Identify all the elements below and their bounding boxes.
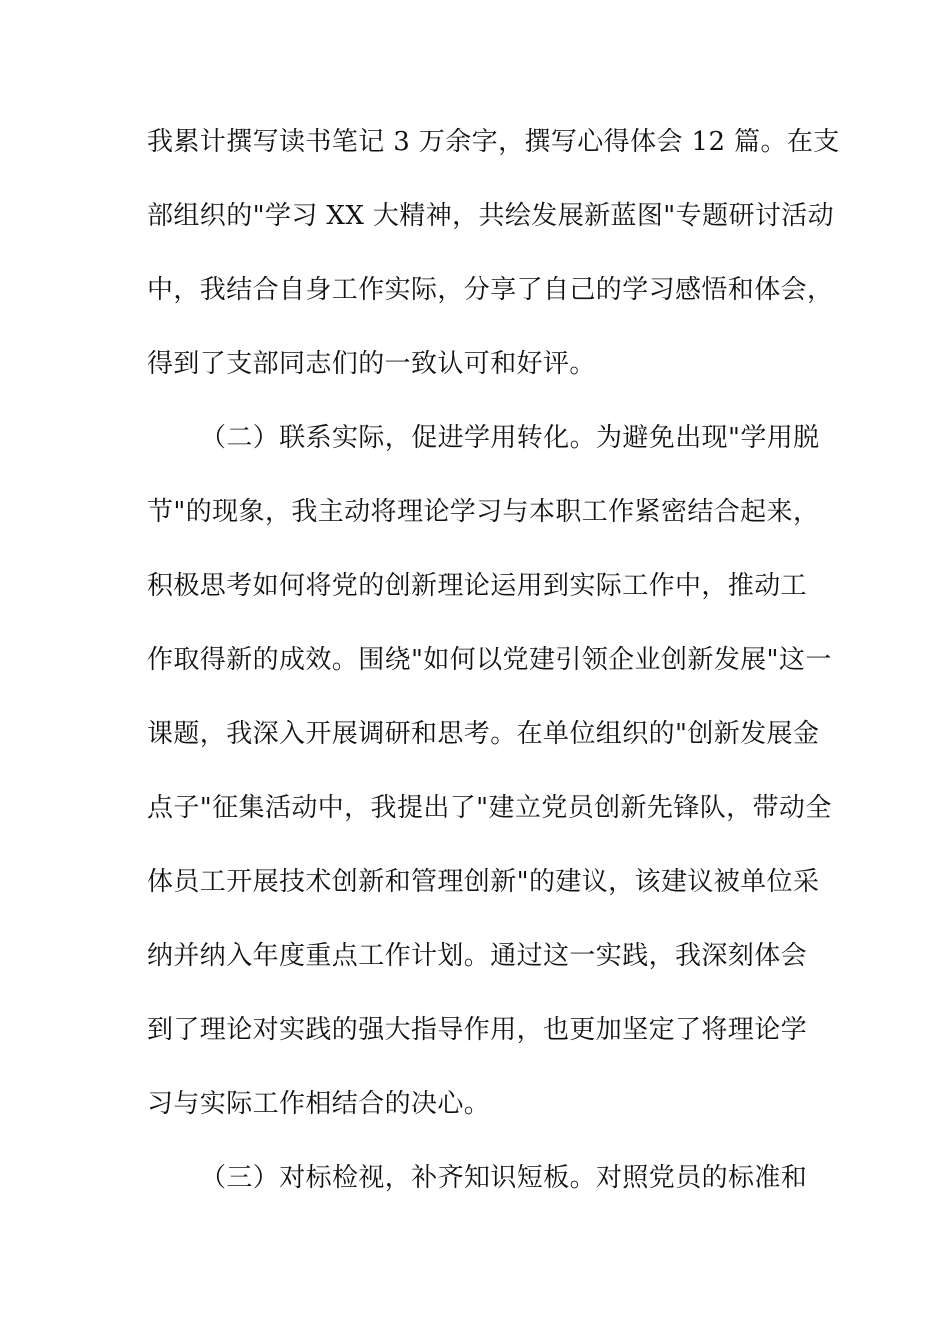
text-line-10: 点子"征集活动中，我提出了"建立党员创新先锋队，带动全 [147, 793, 832, 823]
text-line-13: 到了理论对实践的强大指导作用，也更加坚定了将理论学 [147, 1015, 808, 1045]
text-line-12: 纳并纳入年度重点工作计划。通过这一实践，我深刻体会 [147, 941, 808, 971]
section-heading-2: （二）联系实际，促进学用转化。为避免出现"学用脱 [200, 423, 820, 453]
text-line-7: 积极思考如何将党的创新理论运用到实际工作中，推动工 [147, 571, 808, 601]
text-line-2: 部组织的"学习 XX 大精神，共绘发展新蓝图"专题研讨活动 [147, 201, 835, 231]
text-line-8: 作取得新的成效。围绕"如何以党建引领企业创新发展"这一 [147, 645, 832, 675]
text-line-1: 我累计撰写读书笔记 3 万余字，撰写心得体会 12 篇。在支 [147, 127, 840, 157]
text-line-6: 节"的现象，我主动将理论学习与本职工作紧密结合起来， [147, 497, 820, 527]
text-line-9: 课题，我深入开展调研和思考。在单位组织的"创新发展金 [147, 719, 820, 749]
text-line-4: 得到了支部同志们的一致认可和好评。 [147, 349, 596, 379]
text-line-11: 体员工开展技术创新和管理创新"的建议，该建议被单位采 [147, 867, 820, 897]
section-heading-3: （三）对标检视，补齐知识短板。对照党员的标准和 [200, 1163, 808, 1193]
text-line-14: 习与实际工作相结合的决心。 [147, 1089, 491, 1119]
text-line-3: 中，我结合自身工作实际，分享了自己的学习感悟和体会， [147, 275, 834, 305]
